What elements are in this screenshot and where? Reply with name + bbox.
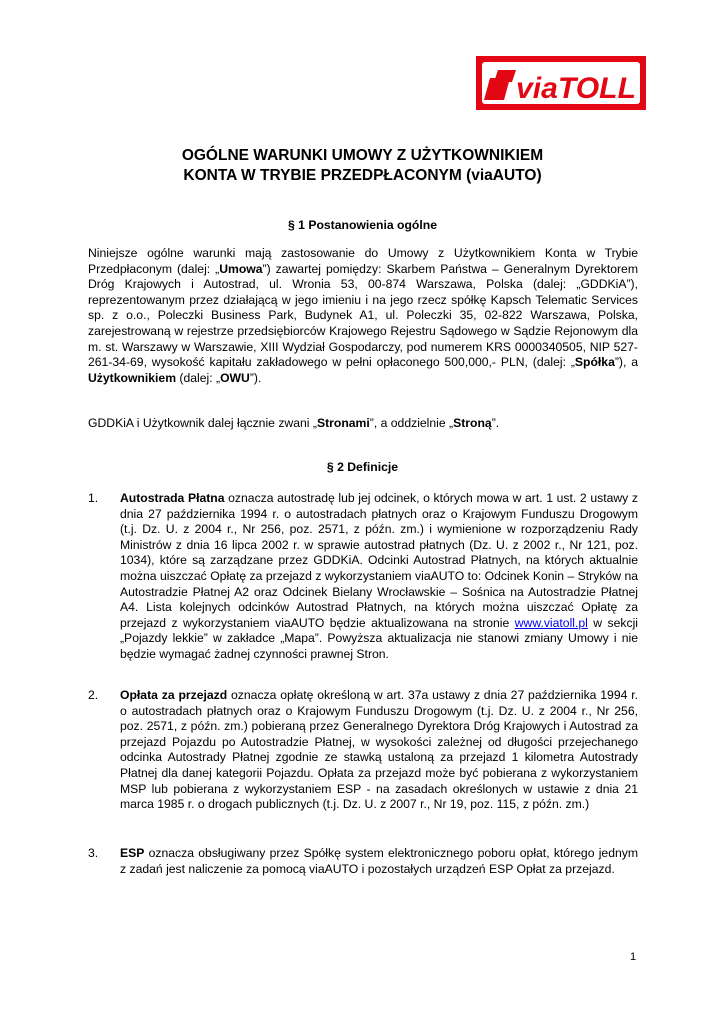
term-strona: Stroną [453, 416, 492, 430]
page-number: 1 [630, 951, 637, 963]
definition-term: ESP [120, 846, 145, 860]
term-owu: OWU [220, 370, 250, 385]
definition-autostrada-platna: Autostrada Płatna oznacza autostradę lub jej odcinek, o których mowa w art. 1 ust. 2 ustawy z dnia 27 października 1994 r. o autostradach płatnych oraz o Krajowym Funduszu Drogowym (t.j. Dz. U. z 2004 r., Nr 256, poz. 2571, z późn. zm.) i wymienione w rozporządzeniu Rady Ministrów z dnia 16 lipca 2002 r. w sprawie autostrad płatnych (Dz. U. z 2002 r., Nr 121, poz. 1034), które są zarządzane przez GDDKiA. Odcinki Autostrad Płatnych, na których aktualnie można uiszczać Opłatę za przejazd z wykorzystaniem viaAUTO to: Odcinek Konin – Stryków na Autostradzie Płatnej A2 oraz Odcinek Bielany Wrocławskie – Sośnica na Autostradzie Płatnej A4. Lista kolejnych odcinków Autostrad Płatnych, na których można uiszczać Opłatę za przejazd z wykorzystaniem viaAUTO będzie aktualizowana na stronie www.viatoll.pl w sekcji „Pojazdy lekkie” w zakładce „Mapa”. Powyższa aktualizacja nie stanowi zmiany Umowy i nie będzie wymagać żadnej czynności prawnej Stron. [120, 491, 638, 661]
section-2-heading: § 2 Definicje [326, 460, 399, 474]
title-line-2: KONTA W TRYBIE PRZEDPŁACONYM (viaAUTO) [183, 167, 542, 184]
section-1-heading: § 1 Postanowienia ogólne [288, 218, 437, 232]
definition-number: 1. [88, 491, 99, 505]
logo-text: viaTOLL [516, 72, 636, 105]
definition-esp: ESP oznacza obsługiwany przez Spółkę system elektronicznego poboru opłat, którego jednym z zadań jest naliczenie za pomocą viaAUTO i pozostałych urządzeń ESP Opłat za przejazd. [120, 846, 638, 876]
document-title [0, 146, 725, 186]
section-1-paragraph-2: GDDKiA i Użytkownik dalej łącznie zwani „Stronami”, a oddzielnie „Stroną”. [88, 416, 500, 430]
definition-number: 3. [88, 846, 99, 860]
term-spolka: Spółka [574, 355, 615, 370]
definition-number: 2. [88, 688, 99, 702]
term-umowa: Umowa [219, 261, 263, 276]
viatoll-link[interactable]: www.viatoll.pl [514, 615, 588, 630]
definition-term: Autostrada Płatna [120, 491, 225, 505]
term-uzytkownik: Użytkownikiem [88, 370, 177, 385]
viatoll-logo [476, 56, 646, 110]
title-line-1: OGÓLNE WARUNKI UMOWY Z UŻYTKOWNIKIEM [181, 147, 544, 164]
definition-oplata-za-przejazd: Opłata za przejazd oznacza opłatę określoną w art. 37a ustawy z dnia 27 października 1994 r. o autostradach płatnych oraz o Krajowym Funduszu Drogowym (t.j. Dz. U. z 2004 r., Nr 256, poz. 2571, z późn. zm.) pobieraną przez Generalnego Dyrektora Dróg Krajowych i Autostrad za przejazd Pojazdu po Autostradzie Płatnej, w wysokości zależnej od długości przejechanego odcinka Autostrady Płatnej zgodnie ze stawką ustaloną za przejazd 1 kilometra Autostrady Płatnej dla danej kategorii Pojazdu. Opłata za przejazd może być pobierana z wykorzystaniem MSP lub pobierana z wykorzystaniem ESP - na zasadach określonych w ustawie z dnia 21 marca 1985 r. o drogach publicznych (t.j. Dz. U. z 2007 r., Nr 19, poz. 115, z późn. zm.) [120, 688, 638, 812]
term-strony: Stronami [316, 416, 370, 430]
section-1-paragraph-1: Niniejsze ogólne warunki mają zastosowanie do Umowy z Użytkownikiem Konta w Trybie Przedpłaconym (dalej: „Umowa”) zawartej pomiędzy: Skarbem Państwa – Generalnym Dyrektorem Dróg Krajowych i Autostrad, ul. Wronia 53, 00-874 Warszawa, Polska (dalej: „GDDKiA”), reprezentowanym przez działającą w jego imieniu i na jego rzecz spółkę Kapsch Telematic Services sp. z o.o., Poleczki Business Park, Budynek A1, ul. Poleczki 35, 02-822 Warszawa, Polska, zarejestrowaną w rejestrze przedsiębiorców Krajowego Rejestru Sądowego w Sądzie Rejonowym dla m. st. Warszawy w Warszawie, XIII Wydział Gospodarczy, pod numerem KRS 0000340505, NIP 527-261-34-69, wysokość kapitału zakładowego w pełni opłaconego 500,000,- PLN, (dalej: „Spółka”), a Użytkownikiem (dalej: „OWU”). [88, 246, 638, 385]
definition-term: Opłata za przejazd [120, 688, 228, 702]
